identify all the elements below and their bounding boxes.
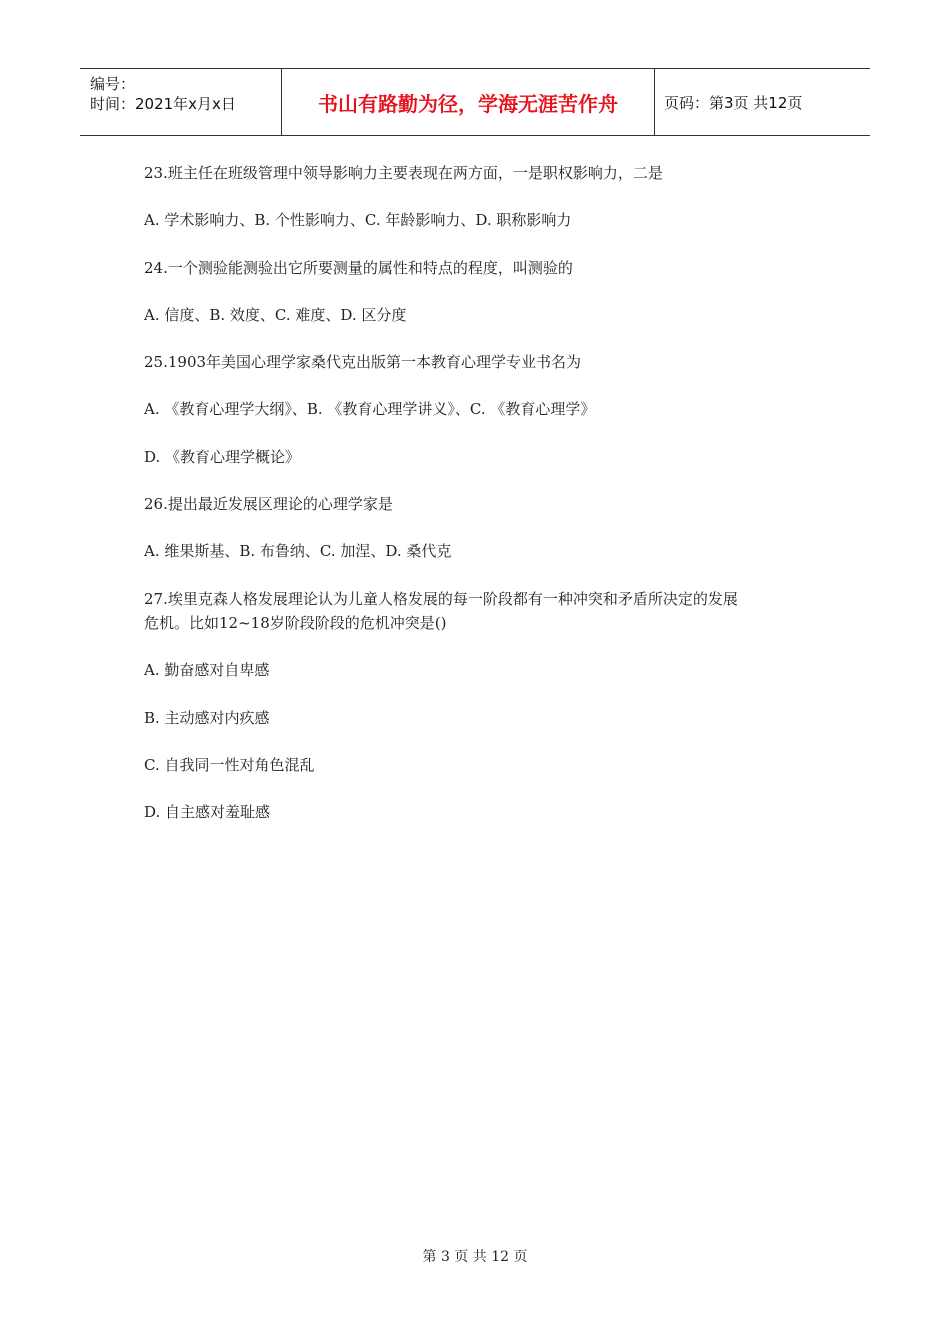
question-24-options: A. 信度、B. 效度、C. 难度、D. 区分度 xyxy=(144,306,407,324)
header-motto: 书山有路勤为径，学海无涯苦作舟 xyxy=(318,91,618,116)
question-27-line-2: 危机。比如12~18岁阶段阶段的危机冲突是() xyxy=(144,614,447,632)
question-25-options: A. 《教育心理学大纲》、B. 《教育心理学讲义》、C. 《教育心理学》 xyxy=(144,400,596,418)
question-25-option-d: D. 《教育心理学概论》 xyxy=(144,448,301,466)
question-27-option-c: C. 自我同一性对角色混乱 xyxy=(144,756,315,774)
question-27-option-a: A. 勤奋感对自卑感 xyxy=(144,661,270,679)
question-23: 23.班主任在班级管理中领导影响力主要表现在两方面，一是职权影响力，二是 xyxy=(144,164,663,182)
time-label: 时间：2021年x月x日 xyxy=(90,95,236,113)
question-23-options: A. 学术影响力、B. 个性影响力、C. 年龄影响力、D. 职称影响力 xyxy=(144,211,572,229)
header-meta xyxy=(80,69,281,135)
number-label: 编号： xyxy=(90,75,136,93)
question-25: 25.1903年美国心理学家桑代克出版第一本教育心理学专业书名为 xyxy=(144,353,582,371)
question-27-line-1: 27.埃里克森人格发展理论认为儿童人格发展的每一阶段都有一种冲突和矛盾所决定的发展 xyxy=(144,590,738,608)
header-page-info: 页码：第3页 共12页 xyxy=(664,93,803,112)
question-27-option-d: D. 自主感对羞耻感 xyxy=(144,803,271,821)
page-footer: 第 3 页 共 12 页 xyxy=(422,1249,528,1265)
header-divider xyxy=(654,69,655,135)
page-header xyxy=(80,68,870,136)
question-24: 24.一个测验能测验出它所要测量的属性和特点的程度，叫测验的 xyxy=(144,259,573,277)
question-26: 26.提出最近发展区理论的心理学家是 xyxy=(144,495,393,513)
question-26-options: A. 维果斯基、B. 布鲁纳、C. 加涅、D. 桑代克 xyxy=(144,542,452,560)
question-27-option-b: B. 主动感对内疚感 xyxy=(144,709,270,727)
